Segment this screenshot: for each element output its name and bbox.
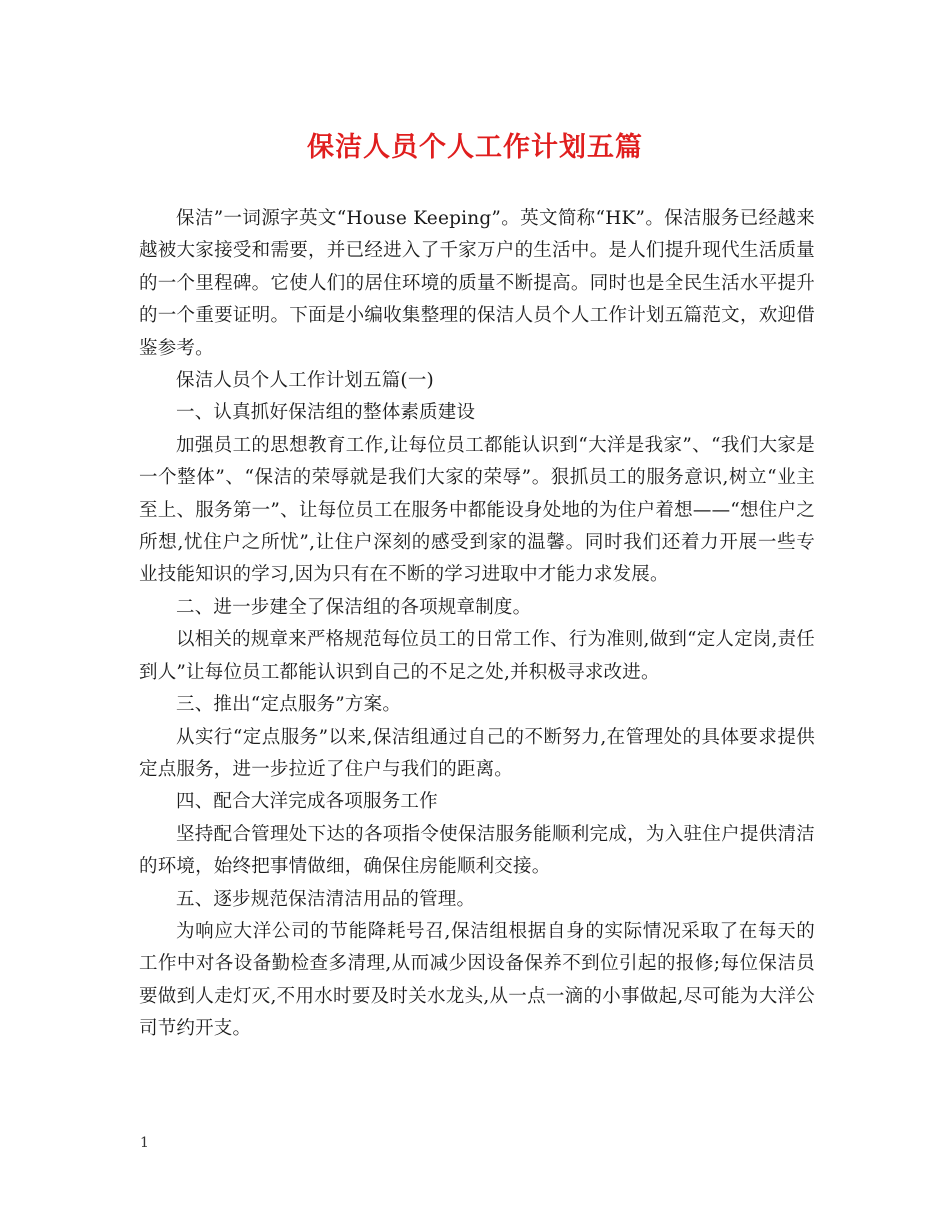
paragraph-item-three: 从实行“定点服务”以来,保洁组通过自己的不断努力,在管理处的具体要求提供定点服务，进一步拉近了住户与我们的距离。	[139, 726, 815, 780]
paragraph-item-four: 坚持配合管理处下达的各项指令使保洁服务能顺利完成，为入驻住户提供清洁的环境，始终把事情做细，确保住房能顺利交接。	[139, 823, 815, 878]
heading-item-one: 一、认真抓好保洁组的整体素质建设	[176, 402, 476, 424]
paragraph-item-two: 以相关的规章来严格规范每位员工的日常工作、行为准则,做到“定人定岗,责任到人”让每位员工都能认识到自己的不足之处,并积极寻求改进。	[139, 629, 816, 683]
heading-item-four: 四、配合大洋完成各项服务工作	[176, 791, 438, 813]
paragraph-item-five: 为响应大洋公司的节能降耗号召,保洁组根据自身的实际情况采取了在每天的工作中对各设备勤检查多清理,从而减少因设备保养不到位引起的报修;每位保洁员要做到人走灯灭,不用水时要及时关水龙头,从一点一滴的小事做起,尽可能为大洋公司节约开支。	[139, 920, 815, 1040]
intro-paragraph: 保洁”一词源字英文“House Keeping”。英文简称“HK”。保洁服务已经越来越被大家接受和需要，并已经进入了千家万户的生活中。是人们提升现代生活质量的一个里程碑。它使人们的居住环境的质量不断提高。同时也是全民生活水平提升的一个重要证明。下面是小编收集整理的保洁人员个人工作计划五篇范文，欢迎借鉴参考。	[139, 208, 815, 359]
heading-item-two: 二、进一步建全了保洁组的各项规章制度。	[176, 596, 532, 618]
heading-item-three: 三、推出“定点服务”方案。	[176, 694, 402, 716]
section-title-part-one: 保洁人员个人工作计划五篇(一)	[176, 370, 434, 392]
paragraph-item-one: 加强员工的思想教育工作,让每位员工都能认识到“大洋是我家”、“我们大家是一个整体”、“保洁的荣辱就是我们大家的荣辱”。狠抓员工的服务意识,树立“业主至上、服务第一”、让每位员工在服务中都能设身处地的为住户着想——“想住户之所想,忧住户之所忧”,让住户深刻的感受到家的温馨。同时我们还着力开展一些专业技能知识的学习,因为只有在不断的学习进取中才能力求发展。	[139, 434, 815, 586]
document-title: 保洁人员个人工作计划五篇	[307, 132, 643, 163]
page-number: 1	[140, 1135, 149, 1151]
document-body	[139, 203, 815, 1046]
heading-item-five: 五、逐步规范保洁清洁用品的管理。	[176, 888, 476, 910]
